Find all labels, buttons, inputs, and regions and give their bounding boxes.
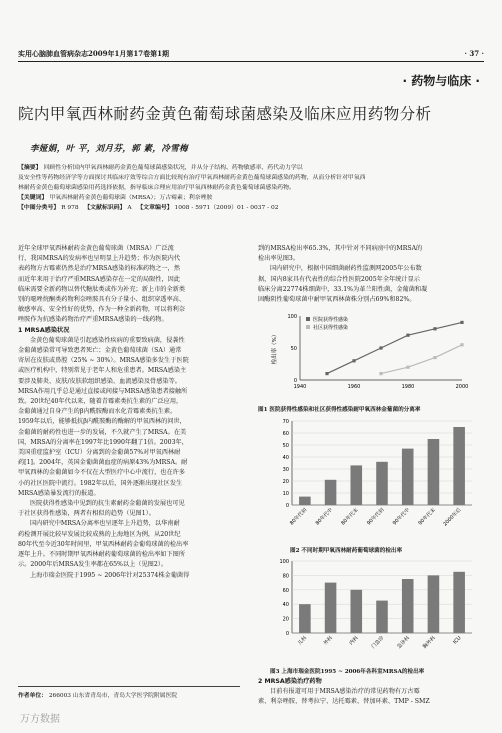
doc-value: A bbox=[127, 205, 132, 211]
series-line bbox=[381, 345, 462, 374]
text-line: 表药物方古霉素仍然是治疗MRSA感染的标准药物之一，然 bbox=[18, 265, 181, 273]
abstract-block bbox=[18, 163, 484, 213]
x-tick-label: 胸外科 bbox=[421, 635, 437, 651]
x-tick-label: 门急诊 bbox=[370, 635, 386, 651]
data-point bbox=[379, 346, 382, 349]
text-line: 逐年上升。不同时期甲氧西林耐药葡萄球菌的检出率如下图所 bbox=[18, 551, 186, 559]
journal-name: 实用心脑肺血管病杂志2009年1月第17卷第1期 bbox=[18, 49, 169, 58]
text-line: 药检测开展比较早发展比较成熟的上海地区为例，从20世纪 bbox=[18, 530, 181, 538]
author-affiliation-text: 266003 山东省青岛市，青岛大学医学院附属医院 bbox=[48, 693, 178, 699]
text-line: 金葡菌通过自身产生的β内酰胺酶而水化青霉素类抗生素。 bbox=[18, 408, 177, 416]
text-line: 小的社区医院中流行。1982年以后，国外逐渐出现社区发生 bbox=[18, 479, 183, 487]
data-point bbox=[406, 366, 409, 369]
article-no-tag: 【文章编号】 bbox=[137, 204, 173, 211]
bar bbox=[351, 465, 363, 505]
bar bbox=[351, 590, 363, 633]
y-tick-label: 0 bbox=[285, 631, 289, 637]
x-tick-label: 90年代初 bbox=[366, 507, 386, 527]
y-tick-label: 60 bbox=[282, 431, 289, 437]
data-point bbox=[379, 372, 382, 375]
text-line: 于社区获得性感染，两者有相似的趋势（见图1）。 bbox=[18, 510, 155, 518]
y-tick-label: 20 bbox=[282, 616, 289, 623]
y-tick-label: 50 bbox=[290, 346, 297, 352]
text-line: 国内研究中MRSA分离率也呈逐年上升趋势，以华南耐 bbox=[30, 520, 180, 528]
text-line: 上海市瑞金医院于1995 ~ 2006年针对25374株金葡菌得 bbox=[30, 571, 190, 579]
bar bbox=[376, 462, 388, 505]
author-affiliation-label: 作者单位： bbox=[18, 693, 47, 699]
text-line: 药[1]。2004年，英国金葡菌菌血症的病原43%为MRSA。耐 bbox=[18, 459, 188, 467]
text-line: 国，MRSA的分离率在1997年比1990年翻了1倍。2003年， bbox=[18, 438, 188, 446]
text-line: 1959年以后，能够抵抗β内酰胺酶的酶解的甲氧西林的问世， bbox=[18, 418, 186, 426]
y-axis-label: 检出率（%） bbox=[272, 331, 278, 365]
figure-1-line-chart bbox=[262, 308, 482, 398]
abstract-line-3: 林耐药金黄色葡萄球菌感染用药选择依据，指导临床合理应用治疗甲氧西林耐药金黄色葡萄球菌感染药物。 bbox=[18, 185, 295, 191]
data-point bbox=[460, 321, 463, 324]
bar bbox=[299, 497, 311, 505]
bar bbox=[453, 427, 465, 505]
text-line: 国内研究中，根据中国细菌耐药性监测网2005年公布数 bbox=[270, 265, 422, 273]
text-line: 致。20世纪40年代以来，随着青霉素类抗生素的广泛应用， bbox=[18, 398, 183, 406]
x-tick-label: 80年代末 bbox=[340, 507, 360, 527]
text-line: 美国重症监护室（ICU）分离到的金葡菌57%对甲氧西林耐 bbox=[18, 449, 181, 457]
figure-2-bar-chart bbox=[262, 415, 482, 540]
data-point bbox=[325, 372, 328, 375]
bar bbox=[428, 575, 440, 633]
x-tick-label: 90年代末 bbox=[417, 507, 437, 527]
figure-2-caption: 图2 不同时期甲氧西林耐药葡萄球菌的检出率 bbox=[290, 548, 403, 554]
author-affiliation bbox=[18, 686, 240, 699]
text-line: 或医疗机构中，特别常见于老年人和危重患者。MRSA感染主 bbox=[18, 367, 187, 375]
bar bbox=[376, 601, 388, 633]
x-tick-label: 内科 bbox=[348, 635, 360, 647]
article-no-value: 1008 - 5971（2009）01 - 0037 - 02 bbox=[174, 205, 279, 211]
x-tick-label: 1980 bbox=[401, 384, 415, 390]
y-tick-label: 80 bbox=[282, 573, 289, 580]
y-tick-label: 100 bbox=[287, 314, 297, 320]
text-line: 金葡菌感染常可导致患者死亡；金黄色葡萄球菌（SA）通常 bbox=[18, 347, 182, 355]
x-tick-label: 2000 bbox=[455, 384, 469, 390]
text-line: 素、利奈唑胺、替考拉宁、达托霉素、替加环素、TMP - SMZ bbox=[258, 698, 430, 706]
text-line: 近年全球甲氧西林耐药金黄色葡萄球菌（MRSA）广泛流 bbox=[18, 245, 174, 252]
x-tick-label: ICU bbox=[452, 635, 463, 646]
text-line: 目前有报道可用于MRSA感染治疗的常见药物有万古霉 bbox=[270, 688, 420, 696]
right-column-top bbox=[258, 244, 486, 305]
text-line: 金葡菌的耐药性也进一步的发展，不久就产生了MRSA。在美 bbox=[18, 428, 187, 436]
clc-value: R 978 bbox=[61, 205, 79, 211]
text-line: 80年代至今近30年时间里，甲氧西林耐药金葡萄球菌的检出率 bbox=[18, 540, 189, 548]
x-tick-label: 2000年后 bbox=[442, 507, 463, 528]
data-point bbox=[352, 359, 355, 362]
legend-label: 医院获得性感染 bbox=[313, 317, 349, 323]
authors: 李娅娟，叶 平，刘月芬，郭 素，冷雪梅 bbox=[30, 144, 189, 154]
text-line: 甲氧西林的金葡菌如今不仅在大型医疗中心中流行，也在许多 bbox=[18, 469, 186, 477]
text-line: 唑胺作为抗感染药物治疗严重MRSA感染的一线药物。 bbox=[18, 316, 168, 324]
keywords-text: 甲氧西林耐药金黄色葡萄球菌（MRSA）；万古霉素；利奈唑胺 bbox=[49, 195, 213, 201]
text-line: 金黄色葡萄球菌是引起感染性疾病的重要致病菌，侵袭性 bbox=[30, 336, 185, 344]
text-line: 临床分离22774株细菌中，33.1%为革兰阳性菌，金葡菌和凝 bbox=[258, 285, 428, 293]
legend-swatch bbox=[306, 317, 310, 321]
y-tick-label: 10 bbox=[282, 491, 289, 497]
text-line: 寄居在皮肤或鼻腔（25% ~ 30%）。MRSA感染多发生于医院 bbox=[18, 357, 189, 365]
text-line: 示。2000年后MRSA发生率都在65%以上（见图2）。 bbox=[18, 561, 168, 569]
keywords-line bbox=[18, 193, 484, 203]
bar bbox=[402, 449, 414, 505]
article-title: 院内甲氧西林耐药金黄色葡萄球菌感染及临床应用药物分析 bbox=[18, 105, 432, 123]
text-line: 别的噁唑烷酮类药物利奈唑胺具有分子量小、组织穿透率高、 bbox=[18, 296, 186, 304]
text-line: 临床需要全新药物以替代糖肽类或作为补充；新上市的全新类 bbox=[18, 285, 186, 293]
text-line: 检出率见图3。 bbox=[258, 255, 300, 263]
y-tick-label: 40 bbox=[282, 455, 289, 461]
abstract-line-1 bbox=[18, 163, 484, 173]
right-column-bottom bbox=[258, 677, 486, 708]
left-column bbox=[18, 244, 240, 581]
doc-tag: 【文献标识码】 bbox=[84, 204, 126, 211]
x-tick-label: 90年代中 bbox=[391, 507, 412, 527]
y-tick-label: 0 bbox=[285, 503, 289, 509]
text-line: 而近年来用于治疗严重MRSA感染存在一定的局限性，因此 bbox=[18, 275, 181, 283]
bar bbox=[325, 480, 337, 505]
data-point bbox=[433, 327, 436, 330]
x-tick-label: 儿科 bbox=[296, 635, 309, 647]
data-point bbox=[460, 343, 463, 346]
abstract-line-2: 及安全性等药物经济学等方面探讨其临床疗效等综合方面比较现有治疗甲氧西林耐药金黄色葡萄球菌感染的药物，从而分析针对甲氧西 bbox=[18, 175, 366, 181]
y-tick-label: 30 bbox=[282, 467, 289, 473]
y-tick-label: 60 bbox=[282, 587, 289, 594]
keywords-tag: 【关键词】 bbox=[18, 194, 48, 201]
clc-tag: 【中图分类号】 bbox=[18, 204, 60, 211]
abstract-tag: 【摘要】 bbox=[18, 164, 42, 171]
running-header bbox=[18, 47, 484, 62]
x-tick-label: 1940 bbox=[293, 384, 307, 390]
bar bbox=[299, 604, 311, 633]
text-line: 固酶阴性葡萄球菌中耐甲氧西林菌株分别占69%和82%。 bbox=[258, 296, 416, 304]
section-heading: 1 MRSA感染状况 bbox=[18, 326, 70, 334]
bar bbox=[428, 439, 440, 505]
figure-3-bar-chart bbox=[262, 555, 482, 665]
x-tick-label: 急诊科 bbox=[396, 635, 412, 651]
data-point bbox=[433, 356, 436, 359]
text-line: 据，国内8家具有代表性的综合性医院2005年全年统计显示 bbox=[258, 275, 420, 283]
bar bbox=[402, 579, 414, 633]
bar bbox=[325, 583, 337, 633]
watermark-logo: 万方数据 bbox=[20, 714, 60, 725]
legend-swatch bbox=[306, 325, 310, 329]
x-tick-label: 1960 bbox=[347, 384, 361, 390]
text-line: 行，我国MRSA的发病率也呈明显上升趋势；作为医院内代 bbox=[18, 255, 181, 263]
legend-label: 社区获得性感染 bbox=[313, 325, 349, 331]
bar bbox=[453, 572, 465, 633]
y-tick-label: 40 bbox=[282, 602, 289, 609]
section-heading: 2 MRSA感染治疗药物 bbox=[258, 678, 322, 685]
figure-1-caption: 图1 医院获得性感染和社区获得性感染耐甲氧西林金葡菌的分离率 bbox=[258, 407, 421, 413]
section-tag: · 药物与临床 · bbox=[402, 74, 480, 88]
text-line: 要涉及肺炎、皮肤/皮肤软组织感染、血流感染及骨感染等。 bbox=[18, 377, 181, 385]
text-line: MRSA作用几乎总是通过直接或间接与MRSA感染患者接触所 bbox=[18, 387, 188, 395]
data-point bbox=[406, 334, 409, 337]
x-tick-label: 80年代中 bbox=[314, 507, 334, 527]
text-line: 到的MRSA检出率65.3%，其中针对不同病房中的MRSA的 bbox=[258, 245, 423, 252]
y-tick-label: 20 bbox=[282, 479, 289, 485]
text-line: 医院获得性感染中见到的抗生素耐药金葡菌的发展也可见 bbox=[30, 500, 185, 508]
y-tick-label: 0 bbox=[293, 378, 297, 384]
y-tick-label: 100 bbox=[279, 559, 289, 565]
classification-line bbox=[18, 203, 484, 213]
x-tick-label: 外科 bbox=[322, 635, 334, 647]
text-line: MRSA感染暴发流行的报道。 bbox=[18, 489, 100, 497]
abstract-text: 回顾性分析国内甲氧西林耐药金黄色葡萄球菌感染状况，并从分子结构、药物敏感率、药代动力学以 bbox=[43, 165, 303, 171]
y-tick-label: 50 bbox=[282, 443, 289, 449]
y-tick-label: 70 bbox=[282, 419, 289, 425]
figure-3-caption: 图3 上海市瑞金医院1995 ~ 2006年各科室MRSA的检出率 bbox=[270, 669, 425, 675]
text-line: 敏感率高、安全性好的优势，作为一种全新药物，可以将利奈 bbox=[18, 306, 186, 314]
page-number: · 37 · bbox=[464, 49, 484, 58]
x-tick-label: 80年代初 bbox=[288, 507, 309, 527]
